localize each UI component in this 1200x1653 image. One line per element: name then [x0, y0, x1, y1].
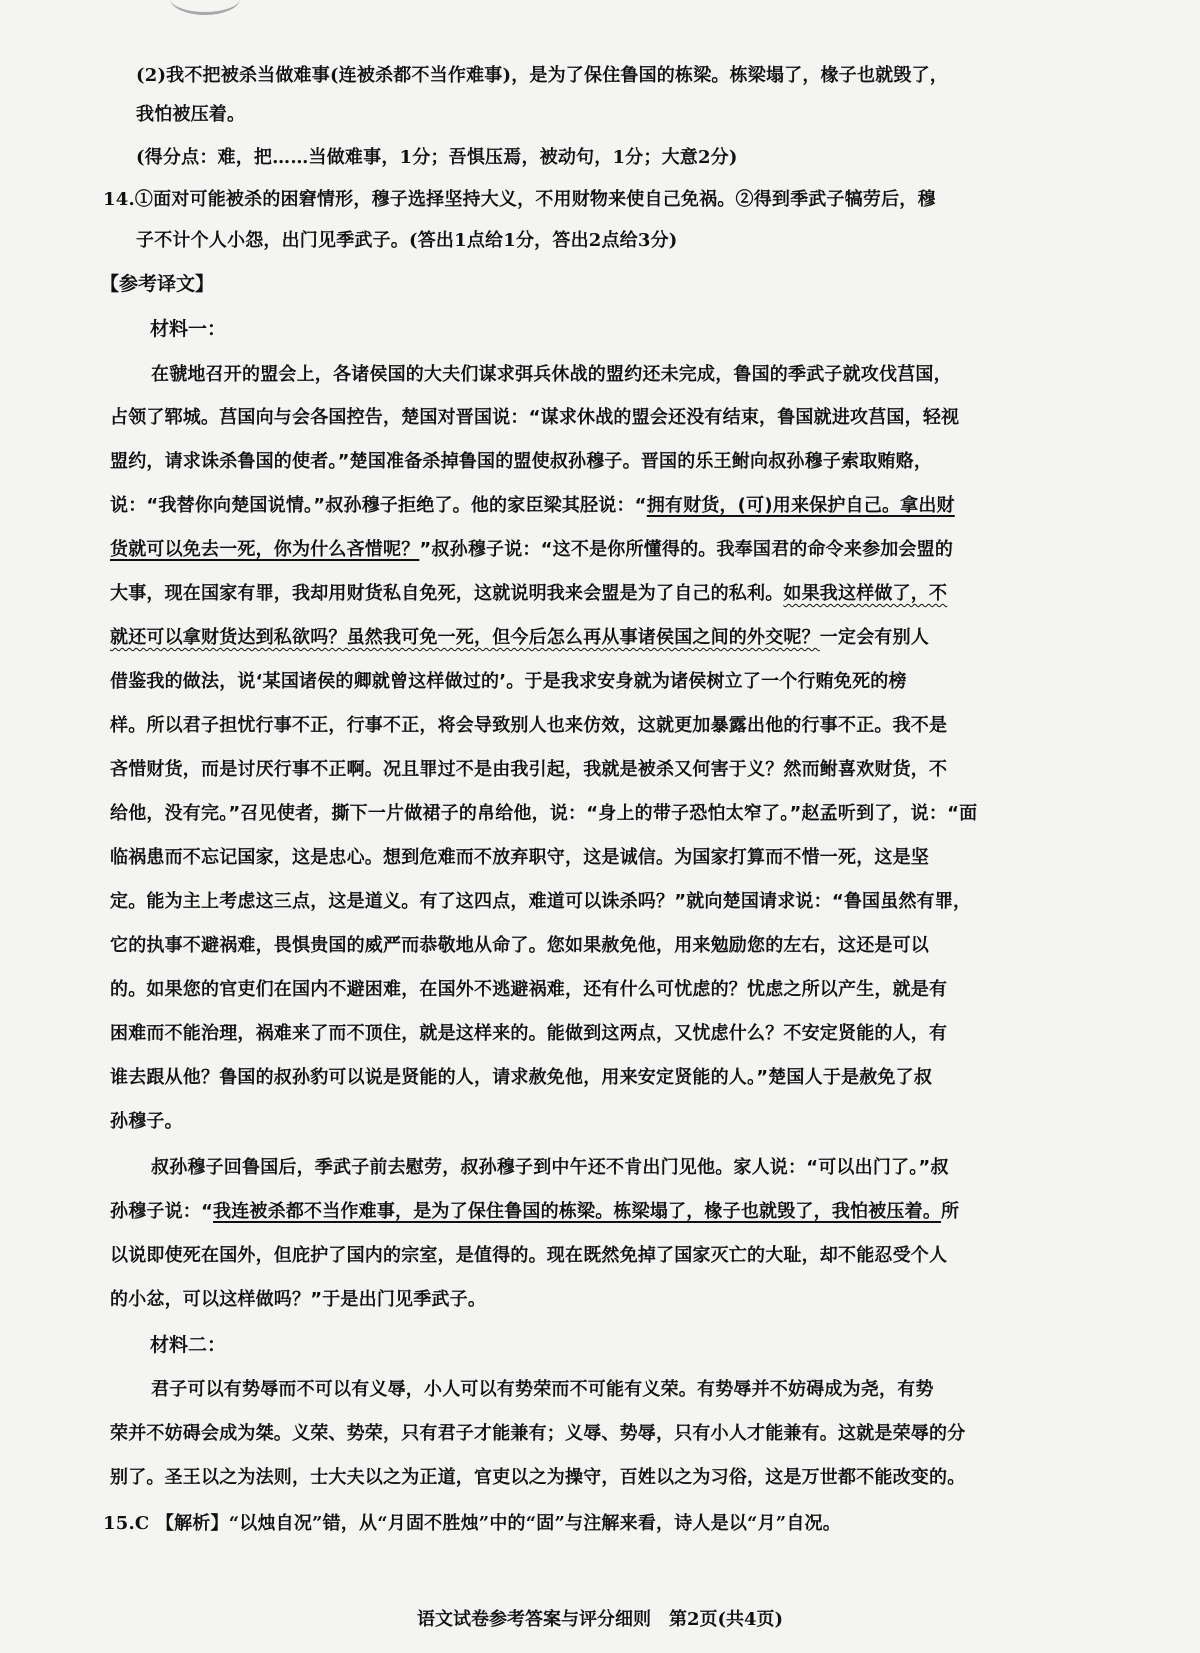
material-2-line: 君子可以有势辱而不可以有义辱，小人可以有势荣而不可能有义荣。有势辱并不妨碍成为尧，有势 — [151, 1379, 934, 1400]
material-1-line: 吝惜财货，而是讨厌行事不正啊。况且罪过不是由我引起，我就是被杀又何害于义？然而鲋喜欢财货，不 — [110, 759, 948, 780]
material-1-line: 叔孙穆子回鲁国后，季武子前去慰劳，叔孙穆子到中午还不肯出门见他。家人说：“可以出门了。”叔 — [151, 1157, 949, 1178]
material-1-line — [110, 626, 929, 650]
q13-answer-line-2: 我怕被压着。 — [136, 104, 246, 125]
material-1-line: 样。所以君子担忧行事不正，行事不正，将会导致别人也来仿效，这就更加暴露出他的行事不正。我不是 — [110, 715, 948, 736]
material-1-line: 给他，没有完。”召见使者，撕下一片做裙子的帛给他，说：“身上的带子恐怕太窄了。”赵孟听到了，说：“面 — [110, 803, 978, 824]
wavy-underlined-phrase: 如果我这样做了，不 — [783, 583, 948, 604]
q14-answer-line-2: 子不计个人小怨，出门见季武子。(答出1点给1分，答出2点给3分) — [136, 230, 678, 251]
material-1-line: 借鉴我的做法，说‘某国诸侯的卿就曾这样做过的’。于是我求安身就为诸侯树立了一个行贿免死的榜 — [110, 671, 907, 692]
material-2-line: 别了。圣王以之为法则，士大夫以之为正道，官吏以之为操守，百姓以之为习俗，这是万世都不能改变的。 — [110, 1467, 966, 1488]
material-1-line: 占领了郓城。莒国向与会各国控告，楚国对晋国说：“谋求休战的盟会还没有结束，鲁国就进攻莒国，轻视 — [110, 407, 960, 428]
text-run: 大事，现在国家有罪，我却用财货私自免死，这就说明我来会盟是为了自己的私利。 — [110, 583, 784, 604]
q13-answer-line-1: (2)我不把被杀当做难事(连被杀都不当作难事)，是为了保住鲁国的栋梁。栋梁塌了，椽子也就毁了， — [136, 65, 948, 86]
underlined-phrase: 拥有财货，(可)用来保护自己。拿出财 — [646, 495, 955, 516]
text-run: ”叔孙穆子说：“这不是你所懂得的。我奉国君的命令来参加会盟的 — [419, 539, 954, 560]
material-1-line — [110, 494, 955, 518]
translation-heading: 【参考译文】 — [100, 273, 215, 295]
material-1-line: 以说即使死在国外，但庇护了国内的宗室，是值得的。现在既然免掉了国家灭亡的大耻，却不能忍受个人 — [110, 1245, 948, 1266]
material-1-line: 谁去跟从他？鲁国的叔孙豹可以说是贤能的人，请求赦免他，用来安定贤能的人。”楚国人于是赦免了叔 — [110, 1067, 933, 1088]
material-1-line: 它的执事不避祸难，畏惧贵国的威严而恭敬地从命了。您如果赦免他，用来勉励您的左右，这还是可以 — [110, 935, 929, 956]
material-1-line: 困难而不能治理，祸难来了而不顶住，就是这样来的。能做到这两点，又忧虑什么？不安定贤能的人，有 — [110, 1023, 948, 1044]
text-run: 一定会有别人 — [819, 627, 929, 648]
page-footer: 语文试卷参考答案与评分细则 第2页(共4页) — [416, 1609, 784, 1630]
material-1-line — [110, 538, 953, 562]
underlined-phrase: 货就可以免去一死，你为什么吝惜呢？ — [110, 539, 420, 560]
material-1-line — [110, 582, 947, 606]
text-run: 孙穆子说：“ — [110, 1201, 214, 1222]
material-1-line — [110, 1200, 959, 1224]
material-1-line: 孙穆子。 — [110, 1111, 183, 1132]
text-run: 说：“我替你向楚国说情。”叔孙穆子拒绝了。他的家臣梁其胫说：“ — [110, 495, 647, 516]
q15-answer: 15.C 【解析】“以烛自况”错，从“月固不胜烛”中的“固”与注解来看，诗人是以“月”自况。 — [103, 1513, 841, 1534]
material-1-line: 在虢地召开的盟会上，各诸侯国的大夫们谋求弭兵休战的盟约还未完成，鲁国的季武子就攻伐莒国， — [151, 364, 952, 385]
material-1-line: 盟约，请求诛杀鲁国的使者。”楚国准备杀掉鲁国的盟使叔孙穆子。晋国的乐王鲋向叔孙穆子索取贿赂， — [110, 451, 933, 472]
underlined-phrase: 我连被杀都不当作难事，是为了保住鲁国的栋梁。栋梁塌了，椽子也就毁了，我怕被压着。 — [213, 1201, 942, 1222]
material-2-title: 材料二： — [150, 1334, 227, 1356]
q13-scoring-note: (得分点：难，把……当做难事，1分；吾惧压焉，被动句，1分；大意2分) — [136, 147, 738, 168]
material-1-line: 的小忿，可以这样做吗？”于是出门见季武子。 — [110, 1289, 487, 1310]
material-1-line: 临祸患而不忘记国家，这是忠心。想到危难而不放弃职守，这是诚信。为国家打算而不惜一死，这是坚 — [110, 847, 929, 868]
q14-answer-line-1: 14.①面对可能被杀的困窘情形，穆子选择坚持大义，不用财物来使自己免祸。②得到季武子犒劳后，穆 — [103, 189, 936, 210]
material-1-line: 的。如果您的官吏们在国内不避困难，在国外不逃避祸难，还有什么可忧虑的？忧虑之所以产生，就是有 — [110, 979, 948, 1000]
material-2-line: 荣并不妨碍会成为桀。义荣、势荣，只有君子才能兼有；义辱、势辱，只有小人才能兼有。这就是荣辱的分 — [110, 1423, 966, 1444]
wavy-underlined-phrase: 就还可以拿财货达到私欲吗？虽然我可免一死，但今后怎么再从事诸侯国之间的外交呢？ — [110, 627, 820, 648]
material-1-line: 定。能为主上考虑这三点，这是道义。有了这四点，难道可以诛杀吗？”就向楚国请求说：“鲁国虽然有罪， — [110, 891, 972, 912]
material-1-title: 材料一： — [150, 318, 227, 340]
text-run: 所 — [941, 1201, 960, 1222]
